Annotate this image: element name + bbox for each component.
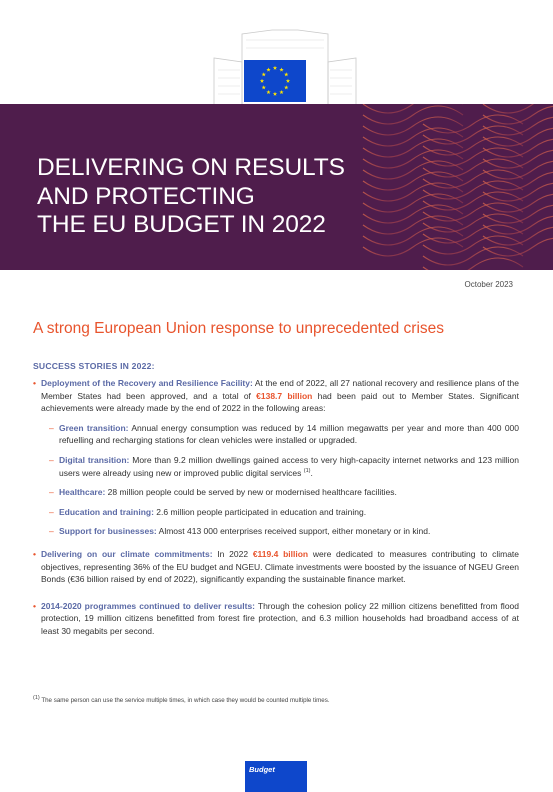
- wave-stroke: [363, 106, 463, 124]
- title-line: DELIVERING ON RESULTS: [37, 154, 345, 181]
- bullet-text: had been paid out to Member States. Significant achievements were already made by the end of 2022 in the following areas:: [41, 390, 519, 414]
- wave-stroke: [363, 150, 463, 168]
- section-heading: A strong European Union response to unprecedented crises: [33, 320, 445, 337]
- footnote-marker: (1): [33, 694, 40, 701]
- bullet-programmes-results: [33, 600, 519, 638]
- subitem-text: 2.6 million people participated in education and training.: [153, 506, 367, 517]
- wave-stroke: [363, 172, 463, 190]
- subitem-text-end: .: [310, 467, 313, 478]
- wave-stroke: [363, 216, 463, 234]
- budget-tab: [245, 761, 307, 792]
- publication-date: October 2023: [464, 280, 513, 289]
- bullet-climate-commitments: [33, 548, 519, 586]
- bullet-text: At the end of 2022, all 27 national recovery and resilience plans of the Member States had been approved, and a total of: [41, 378, 520, 401]
- subitem-heading: Education and training:: [59, 506, 154, 517]
- wave-stroke: [363, 205, 463, 223]
- wave-stroke: [363, 139, 463, 157]
- wave-stroke: [363, 238, 463, 256]
- subitem-heading: Support for businesses:: [59, 526, 157, 537]
- star-icon: [273, 92, 277, 96]
- highlight-amount: €119.4 billion: [252, 548, 309, 559]
- wave-stroke: [363, 104, 463, 113]
- bullet-text: were dedicated to measures contributing to climate objectives, representing 36% of the EU budget and NGEU. Climate investments were boosted by the issuance of NGEU Green Bonds (€36 billion raised by end of 2022), significantly expanding the sustainable finance market.: [41, 548, 520, 585]
- star-icon: [279, 90, 283, 94]
- subitem-text: Almost 413 000 enterprises received support, either monetary or in kind.: [156, 526, 431, 537]
- bullet-heading: Delivering on our climate commitments:: [41, 548, 213, 559]
- star-icon: [262, 85, 266, 89]
- subitem-heading: Healthcare:: [59, 487, 106, 498]
- bullet-text: In 2022: [212, 548, 253, 559]
- wave-stroke: [363, 161, 463, 179]
- success-stories-label: SUCCESS STORIES IN 2022:: [33, 361, 155, 371]
- subitem-green-transition: [33, 422, 519, 447]
- footnote: [33, 694, 330, 704]
- title-banner: [0, 104, 553, 270]
- star-icon: [266, 67, 270, 71]
- star-icon: [273, 66, 277, 70]
- subitem-heading: Green transition:: [59, 422, 129, 433]
- main-content: [33, 377, 519, 638]
- footnote-text: The same person can use the service multiple times, in which case they would be counted multiple times.: [39, 697, 330, 704]
- subitem-businesses: [33, 525, 519, 538]
- subitem-healthcare: [33, 486, 519, 499]
- bullet-text: Through the cohesion policy 22 million citizens benefitted from flood protection, 19 million citizens benefitted from forest fire protection, and 6.3 million households had broadband access of at least 30 megabits per second.: [41, 600, 520, 636]
- subitem-text: More than 9.2 million dwellings gained access to very high-capacity internet networks and 123 million users were already using new or improved public digital services: [59, 454, 519, 478]
- wave-stroke: [363, 183, 463, 201]
- wave-stroke: [363, 227, 463, 245]
- footnote-reference[interactable]: (1): [303, 467, 311, 474]
- bullet-heading: Deployment of the Recovery and Resilience Facility:: [41, 378, 253, 388]
- title-line: THE EU BUDGET IN 2022: [37, 211, 326, 238]
- subitem-text: 28 million people could be served by new or modernised healthcare facilities.: [105, 487, 397, 498]
- wave-stroke: [363, 128, 463, 146]
- star-icon: [266, 90, 270, 94]
- wave-pattern-decoration: [353, 104, 553, 270]
- subitem-digital-transition: [33, 454, 519, 479]
- subitem-education: [33, 506, 519, 519]
- wave-stroke: [363, 194, 463, 212]
- star-icon: [284, 72, 288, 76]
- subitem-heading: Digital transition:: [59, 454, 130, 465]
- wave-stroke: [483, 104, 553, 113]
- document-title: [37, 154, 377, 240]
- title-line: AND PROTECTING: [37, 182, 255, 210]
- eu-flag-stars-icon: [244, 60, 306, 102]
- star-icon: [262, 72, 266, 76]
- wave-stroke: [363, 117, 463, 135]
- bullet-heading: 2014-2020 programmes continued to deliver results:: [41, 600, 256, 611]
- star-icon: [279, 67, 283, 71]
- star-icon: [260, 79, 264, 83]
- highlight-amount: €138.7 billion: [256, 390, 313, 401]
- star-icon: [286, 79, 290, 83]
- subitem-text: Annual energy consumption was reduced by 14 million megawatts per year and more than 400 000 refuelling and recharging stations for clean vehicles were installed or upgraded.: [59, 422, 520, 446]
- budget-label: Budget: [249, 765, 275, 774]
- eu-flag-icon: [244, 60, 306, 102]
- bullet-recovery-facility: [33, 377, 519, 415]
- star-icon: [284, 85, 288, 89]
